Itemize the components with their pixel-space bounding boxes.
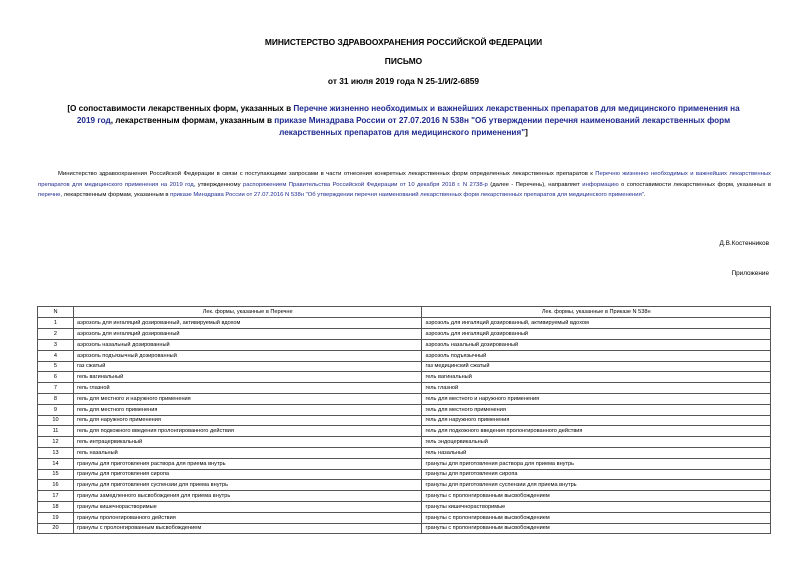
header-perechen-forms: Лек. формы, указанные в Перечне [73,307,422,318]
row-number: 19 [38,512,74,523]
row-number: 20 [38,523,74,534]
document-date: от 31 июля 2019 года N 25-1/И/2-6859 [327,76,480,86]
prikaz-form-cell: гранулы для приготовления раствора для приема внутрь [422,458,771,469]
body-link-perechen[interactable]: Перечню жизненно необходимых и важнейших лекарственных препаратов для медицинского применения на 2019 год [38,171,772,188]
table-row [38,404,771,415]
row-number: 12 [38,437,74,448]
row-number: 16 [38,480,74,491]
perechen-form-cell: аэрозоль подъязычный дозированный [73,350,422,361]
prikaz-form-cell: гель для местного и наружного применения [422,393,771,404]
prikaz-form-cell: гель назальный [422,447,771,458]
subject-text-2: , лекарственным формам, указанным в [110,116,275,125]
perechen-form-cell: аэрозоль для ингаляций дозированный [73,329,422,340]
table-row [38,447,771,458]
perechen-form-cell: гранулы кишечнорастворимые [73,501,422,512]
row-number: 4 [38,350,74,361]
body-text-4: о сопоставимости лекарственных форм, указанных в [618,181,771,188]
perechen-form-cell: гель интрацервикальный [73,437,422,448]
table-row [38,458,771,469]
perechen-form-cell: гель для подкожного введения пролонгированного действия [73,426,422,437]
row-number: 11 [38,426,74,437]
body-text-3: (далее - Перечень), направляет [487,181,583,188]
perechen-form-cell: газ сжатый [73,361,422,372]
table-row [38,318,771,329]
prikaz-form-cell: гранулы с пролонгированным высвобождением [422,512,771,523]
body-link-informaciya[interactable]: информацию [582,181,619,188]
prikaz-form-cell: газ медицинский сжатый [422,361,771,372]
signature: Д.В.Костенников [719,240,769,247]
prikaz-form-cell: гель эндоцервикальный [422,437,771,448]
document-subject [58,103,749,139]
header-prikaz-forms: Лек. формы, указанные в Приказе N 538н [422,307,771,318]
body-text-5: , лекарственным формам, указанным в [60,192,171,198]
table-row [38,339,771,350]
prikaz-form-cell: гель глазной [422,383,771,394]
row-number: 10 [38,415,74,426]
perechen-form-cell: гель для местного применения [73,404,422,415]
row-number: 17 [38,491,74,502]
row-number: 1 [38,318,74,329]
row-number: 2 [38,329,74,340]
perechen-form-cell: гель для местного и наружного применения [73,393,422,404]
prikaz-form-cell: аэрозоль назальный дозированный [422,339,771,350]
table-row [38,523,771,534]
subject-link-prikaz[interactable]: приказе Минздрава России от 27.07.2016 N 538н "Об утверждении перечня наименований лекарственных форм лекарственных препаратов для медицинского применения" [274,116,731,137]
perechen-form-cell: гранулы пролонгированного действия [73,512,422,523]
prikaz-form-cell: гранулы для приготовления сиропа [422,469,771,480]
perechen-form-cell: гель назальный [73,447,422,458]
table-header-row [38,307,771,318]
row-number: 6 [38,372,74,383]
table-row [38,372,771,383]
perechen-form-cell: гранулы с пролонгированным высвобождением [73,523,422,534]
perechen-form-cell: гранулы замедленного высвобождения для приема внутрь [73,491,422,502]
prikaz-form-cell: гель для подкожного введения пролонгированного действия [422,426,771,437]
perechen-form-cell: гель вагинальный [73,372,422,383]
body-text-6: . [643,192,646,198]
row-number: 14 [38,458,74,469]
table-row [38,501,771,512]
table-row [38,329,771,340]
prikaz-form-cell: гранулы с пролонгированным высвобождением [422,491,771,502]
perechen-form-cell: гель глазной [73,383,422,394]
table-row [38,415,771,426]
header-number: N [38,307,74,318]
perechen-form-cell: гранулы для приготовления сиропа [73,469,422,480]
row-number: 18 [38,501,74,512]
dosage-forms-table [37,306,771,534]
table-row [38,426,771,437]
row-number: 8 [38,393,74,404]
table-row [38,350,771,361]
table-row [38,491,771,502]
appendix-label: Приложение [731,270,769,277]
prikaz-form-cell: гранулы с пролонгированным высвобождением [422,523,771,534]
body-paragraph [38,169,771,201]
perechen-form-cell: гранулы для приготовления суспензии для приема внутрь [73,480,422,491]
row-number: 5 [38,361,74,372]
ministry-heading: МИНИСТЕРСТВО ЗДРАВООХРАНЕНИЯ РОССИЙСКОЙ ФЕДЕРАЦИИ [264,37,543,47]
prikaz-form-cell: гранулы для приготовления суспензии для приема внутрь [422,480,771,491]
table-row [38,361,771,372]
prikaz-form-cell: гранулы кишечнорастворимые [422,501,771,512]
document-type: ПИСЬМО [384,56,423,66]
table-row [38,512,771,523]
table-row [38,480,771,491]
row-number: 3 [38,339,74,350]
row-number: 9 [38,404,74,415]
table-row [38,469,771,480]
body-link-rasporyazhenie[interactable]: распоряжением Правительства Российской Федерации от 10 декабря 2018 г. N 2738-р [242,181,488,188]
perechen-form-cell: гель для наружного применения [73,415,422,426]
perechen-form-cell: гранулы для приготовления раствора для приема внутрь [73,458,422,469]
row-number: 7 [38,383,74,394]
perechen-form-cell: аэрозоль для ингаляций дозированный, активируемый вдохом [73,318,422,329]
body-link-prikaz[interactable]: приказе Минздрава России от 27.07.2016 N 538н "Об утверждении перечня наименований лекарственных форм лекарственных препаратов для медицинского применения" [170,192,644,198]
prikaz-form-cell: гель для местного применения [422,404,771,415]
prikaz-form-cell: гель вагинальный [422,372,771,383]
subject-link-perechen[interactable]: Перечне жизненно необходимых и важнейших лекарственных препаратов для медицинского применения на 2019 год [76,104,740,125]
prikaz-form-cell: аэрозоль для ингаляций дозированный [422,329,771,340]
row-number: 13 [38,447,74,458]
table-row [38,437,771,448]
body-text-2: , утвержденному [193,181,243,188]
body-text-1: Министерство здравоохранения Российской Федерации в связи с поступающими запросами в части отнесения конкретных лекарственных форм определенных лекарственных препаратов к [58,171,596,177]
table-body [38,318,771,534]
body-link-perechne[interactable]: перечне [38,192,61,198]
row-number: 15 [38,469,74,480]
perechen-form-cell: аэрозоль назальный дозированный [73,339,422,350]
prikaz-form-cell: гель для наружного применения [422,415,771,426]
prikaz-form-cell: аэрозоль для ингаляций дозированный, активируемый вдохом [422,318,771,329]
subject-text-3: ] [525,128,528,137]
table-row [38,383,771,394]
table-row [38,393,771,404]
prikaz-form-cell: аэрозоль подъязычный [422,350,771,361]
subject-text-1: [О сопоставимости лекарственных форм, указанных в [67,104,294,113]
